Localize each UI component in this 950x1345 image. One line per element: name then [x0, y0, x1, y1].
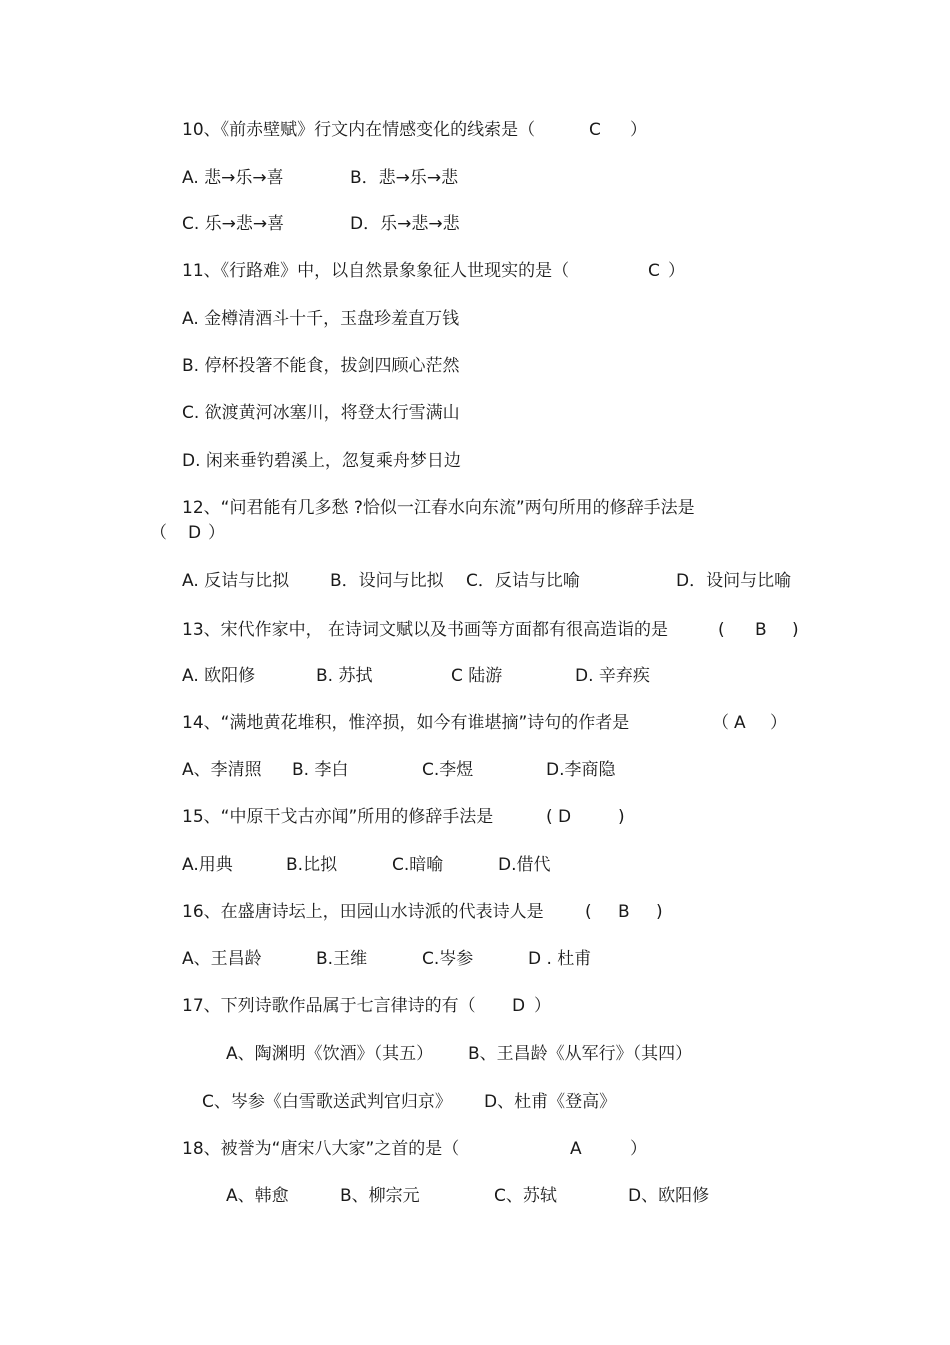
- question-16-close: ): [656, 902, 663, 922]
- question-17-close: ）: [534, 996, 551, 1016]
- question-15-option-b: B.比拟: [286, 855, 338, 875]
- question-13-answer: B: [755, 620, 767, 640]
- question-15-option-c: C.暗喻: [392, 855, 444, 875]
- question-10-stem: 10、《前赤壁赋》行文内在情感变化的线索是（: [182, 120, 536, 140]
- question-11-close: ）: [668, 261, 685, 281]
- question-14-option-a: A、李清照: [182, 760, 262, 780]
- question-14-close: ）: [770, 713, 787, 733]
- question-14-answer: A: [734, 713, 746, 733]
- question-16-answer: B: [618, 902, 630, 922]
- question-13-option-a: A. 欧阳修: [182, 666, 256, 686]
- question-11-stem: 11、《行路难》中，以自然景象象征人世现实的是（: [182, 261, 570, 281]
- question-14-open: （: [712, 713, 729, 733]
- question-17-option-c: C、岑参《白雪歌送武判官归京》: [202, 1092, 452, 1112]
- question-13-option-b: B. 苏拭: [316, 666, 373, 686]
- question-18-option-c: C、苏轼: [494, 1186, 557, 1206]
- question-15-open: (: [546, 807, 553, 827]
- question-18-stem: 18、被誉为“唐宋八大家”之首的是（: [182, 1139, 460, 1159]
- question-18-option-a: A、韩愈: [226, 1186, 289, 1206]
- question-10-option-b: B．悲→乐→悲: [350, 168, 459, 188]
- question-15-option-a: A.用典: [182, 855, 233, 875]
- question-16-stem: 16、在盛唐诗坛上，田园山水诗派的代表诗人是: [182, 902, 544, 922]
- question-12-open: （: [150, 523, 167, 543]
- question-17-option-a: A、陶渊明《饮酒》（其五）: [226, 1044, 434, 1064]
- question-10-close: ）: [630, 120, 647, 140]
- question-12-option-c: C．反诘与比喻: [466, 571, 580, 591]
- question-17-answer: D: [512, 996, 526, 1016]
- question-14-option-c: C.李煜: [422, 760, 474, 780]
- question-14-stem: 14、“满地黄花堆积，惟淬损，如今有谁堪摘”诗句的作者是: [182, 713, 630, 733]
- question-17-option-b: B、王昌龄《从军行》（其四）: [468, 1044, 693, 1064]
- question-18-close: ）: [630, 1139, 647, 1159]
- question-11-answer: C: [648, 261, 660, 281]
- question-10-option-c: C. 乐→悲→喜: [182, 214, 285, 234]
- question-13-option-c: C 陆游: [451, 666, 503, 686]
- question-13-open: (: [718, 620, 725, 640]
- question-11-option-d: D. 闲来垂钓碧溪上，忽复乘舟梦日边: [182, 451, 461, 471]
- question-18-option-b: B、柳宗元: [340, 1186, 420, 1206]
- question-12-stem: 12、“问君能有几多愁 ?恰似一江春水向东流”两句所用的修辞手法是: [182, 498, 695, 518]
- question-10-option-a: A. 悲→乐→喜: [182, 168, 284, 188]
- question-12-answer: D: [188, 523, 202, 543]
- question-17-stem: 17、下列诗歌作品属于七言律诗的有（: [182, 996, 476, 1016]
- question-18-option-d: D、欧阳修: [628, 1186, 710, 1206]
- question-16-option-d: D . 杜甫: [528, 949, 592, 969]
- question-13-close: ): [792, 620, 799, 640]
- question-15-close: ): [618, 807, 625, 827]
- question-11-option-c: C. 欲渡黄河冰塞川，将登太行雪满山: [182, 403, 460, 423]
- question-15-answer: D: [558, 807, 572, 827]
- question-14-option-d: D.李商隐: [546, 760, 616, 780]
- question-13-stem: 13、宋代作家中， 在诗词文赋以及书画等方面都有很高造诣的是: [182, 620, 669, 640]
- question-10-answer: C: [589, 120, 601, 140]
- question-16-option-a: A、王昌龄: [182, 949, 262, 969]
- question-16-open: (: [585, 902, 592, 922]
- question-10-option-d: D．乐→悲→悲: [350, 214, 460, 234]
- question-17-option-d: D、杜甫《登高》: [484, 1092, 617, 1112]
- question-11-option-b: B. 停杯投箸不能食，拔剑四顾心茫然: [182, 356, 460, 376]
- question-11-option-a: A. 金樽清酒斗十千，玉盘珍羞直万钱: [182, 309, 460, 329]
- question-16-option-b: B.王维: [316, 949, 368, 969]
- question-12-close: ）: [208, 523, 225, 543]
- question-18-answer: A: [570, 1139, 582, 1159]
- question-13-option-d: D. 辛弃疾: [575, 666, 650, 686]
- question-12-option-b: B．设问与比拟: [330, 571, 444, 591]
- question-15-option-d: D.借代: [498, 855, 551, 875]
- question-15-stem: 15、“中原干戈古亦闻”所用的修辞手法是: [182, 807, 494, 827]
- question-16-option-c: C.岑参: [422, 949, 474, 969]
- question-12-option-a: A. 反诘与比拟: [182, 571, 290, 591]
- question-14-option-b: B. 李白: [292, 760, 349, 780]
- question-12-option-d: D．设问与比喻: [676, 571, 792, 591]
